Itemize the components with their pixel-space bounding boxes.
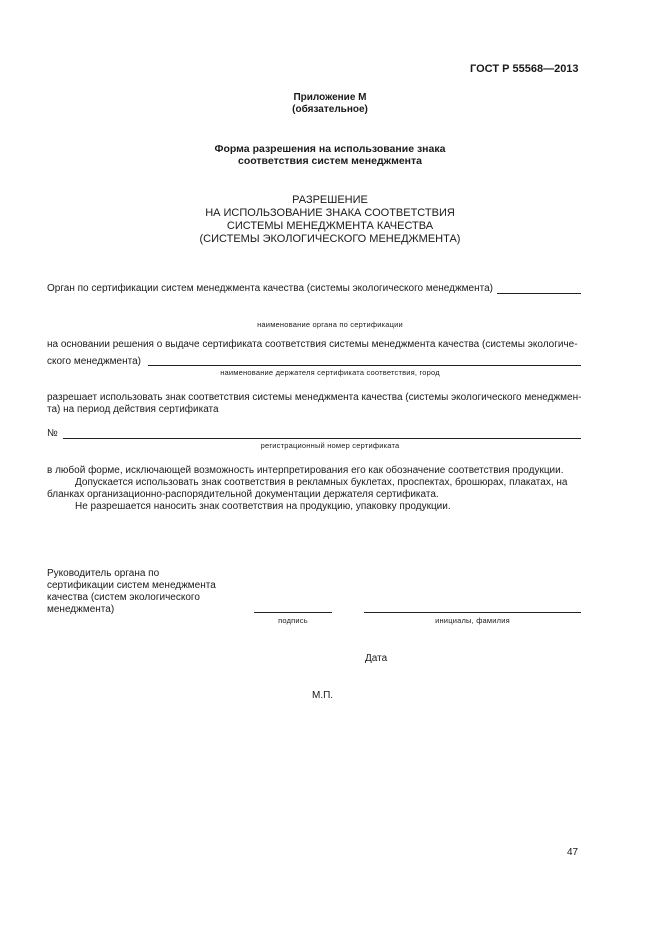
- head-line4: менеджмента): [47, 604, 115, 615]
- organ-label: Орган по сертификации систем менеджмента качества (системы экологического менеджмента): [47, 283, 493, 294]
- form-title-line1: Форма разрешения на использование знака: [214, 143, 446, 155]
- stamp-label: М.П.: [312, 690, 334, 701]
- appendix-title: Приложение М: [293, 92, 367, 103]
- basis-line1: на основании решения о выдаче сертификата соответствия системы менеджмента качества (системы экологиче-: [47, 339, 578, 350]
- permits-line2: та) на период действия сертификата: [47, 404, 219, 415]
- doc-heading-line2: НА ИСПОЛЬЗОВАНИЕ ЗНАКА СООТВЕТСТВИЯ: [205, 207, 455, 219]
- doc-heading-line1: РАЗРЕШЕНИЕ: [292, 194, 368, 206]
- allowed-line2: бланках организационно-распорядительной документации держателя сертификата.: [47, 489, 439, 500]
- signature-field[interactable]: [254, 612, 332, 613]
- doc-heading-line3: СИСТЕМЫ МЕНЕДЖМЕНТА КАЧЕСТВА: [226, 220, 434, 232]
- name-hint: инициалы, фамилия: [435, 616, 510, 625]
- holder-name-field[interactable]: [148, 365, 581, 366]
- reg-number-hint: регистрационный номер сертификата: [260, 441, 400, 450]
- standard-code: ГОСТ Р 55568—2013: [470, 63, 579, 75]
- certificate-number-field[interactable]: [63, 438, 581, 439]
- basis-line2: ского менеджмента): [47, 356, 141, 367]
- head-line1: Руководитель органа по: [47, 568, 160, 579]
- allowed-line1: Допускается использовать знак соответствия в рекламных буклетах, проспектах, брошюрах, плакатах, на: [75, 477, 568, 488]
- organ-hint: наименование органа по сертификации: [257, 320, 403, 329]
- appendix-status: (обязательное): [292, 104, 368, 115]
- head-line2: сертификации систем менеджмента: [47, 580, 216, 591]
- form-title-line2: соответствия систем менеджмента: [238, 155, 422, 167]
- forbidden-text: Не разрешается наносить знак соответствия на продукцию, упаковку продукции.: [75, 501, 451, 512]
- doc-heading-line4: (СИСТЕМЫ ЭКОЛОГИЧЕСКОГО МЕНЕДЖМЕНТА): [199, 233, 461, 245]
- date-label: Дата: [365, 653, 388, 664]
- holder-hint: наименование держателя сертификата соответствия, город: [220, 368, 440, 377]
- permits-line1: разрешает использовать знак соответствия системы менеджмента качества (системы экологического менеджмен-: [47, 392, 582, 403]
- full-name-field[interactable]: [364, 612, 581, 613]
- page-number: 47: [567, 847, 579, 858]
- signature-hint: подпись: [278, 616, 308, 625]
- organ-name-field[interactable]: [497, 293, 581, 294]
- number-label: №: [47, 428, 58, 439]
- head-line3: качества (систем экологического: [47, 592, 200, 603]
- any-form-text: в любой форме, исключающей возможность интерпретирования его как обозначение соответствия продукции.: [47, 465, 564, 476]
